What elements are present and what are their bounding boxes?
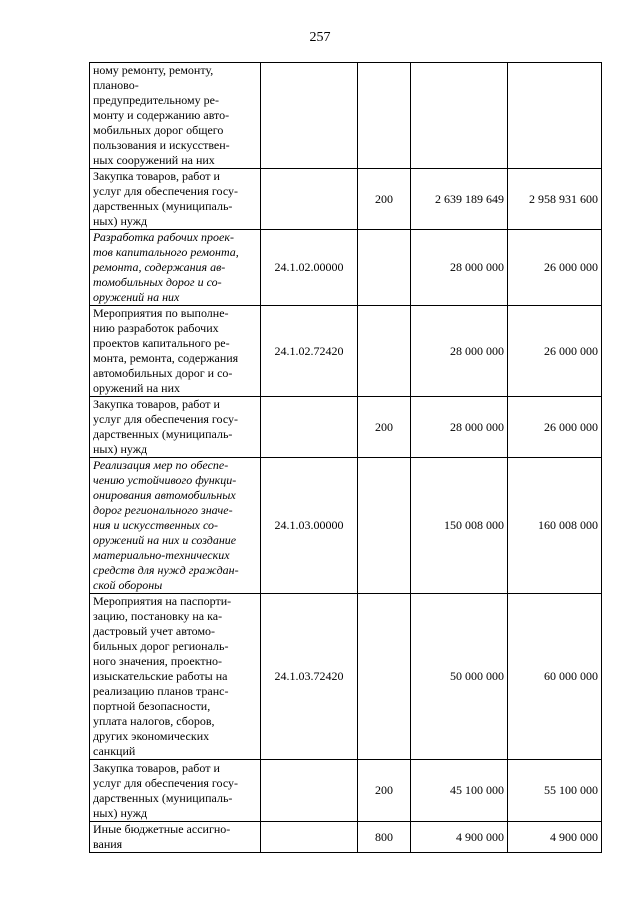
item-name: Мероприятия по выполне- нию разработок рабочих проектов капитального ре- монта, ремонта, содержания автомобильных дорог и со- оружений на них	[90, 306, 261, 397]
expense-type: 200	[358, 397, 411, 458]
expense-type: 800	[358, 822, 411, 853]
amount-year-2: 26 000 000	[508, 397, 602, 458]
amount-year-1: 4 900 000	[411, 822, 508, 853]
target-code	[261, 169, 358, 230]
table-row	[90, 63, 602, 169]
table-row	[90, 458, 602, 594]
budget-table	[89, 62, 602, 853]
amount-year-1: 2 639 189 649	[411, 169, 508, 230]
amount-year-2: 26 000 000	[508, 306, 602, 397]
amount-year-1: 150 008 000	[411, 458, 508, 594]
amount-year-2	[508, 63, 602, 169]
target-code	[261, 822, 358, 853]
amount-year-1: 28 000 000	[411, 230, 508, 306]
table-row	[90, 169, 602, 230]
expense-type	[358, 63, 411, 169]
amount-year-2: 60 000 000	[508, 594, 602, 760]
amount-year-2: 4 900 000	[508, 822, 602, 853]
amount-year-2: 26 000 000	[508, 230, 602, 306]
target-code	[261, 760, 358, 822]
item-name: Мероприятия на паспорти- зацию, постановку на ка- дастровый учет автомо- бильных дорог региональ- ного значения, проектно- изыскательские работы на реализацию планов транс- портной безопасности, уплата налогов, сборов, других экономических санкций	[90, 594, 261, 760]
amount-year-1: 45 100 000	[411, 760, 508, 822]
amount-year-1: 28 000 000	[411, 397, 508, 458]
target-code	[261, 397, 358, 458]
amount-year-2: 2 958 931 600	[508, 169, 602, 230]
table-row	[90, 594, 602, 760]
expense-type	[358, 306, 411, 397]
item-name: Закупка товаров, работ и услуг для обеспечения госу- дарственных (муниципаль- ных) нужд	[90, 169, 261, 230]
budget-table-body	[90, 63, 602, 853]
target-code: 24.1.03.72420	[261, 594, 358, 760]
item-name: Реализация мер по обеспе- чению устойчивого функци- онирования автомобильных дорог регионального значе- ния и искусственных со- оружений на них и создание материально-технических средств для нужд граждан- ской обороны	[90, 458, 261, 594]
amount-year-1	[411, 63, 508, 169]
expense-type: 200	[358, 169, 411, 230]
expense-type	[358, 458, 411, 594]
item-name: ному ремонту, ремонту, планово- предупредительному ре- монту и содержанию авто- мобильных дорог общего пользования и искусствен- ных сооружений на них	[90, 63, 261, 169]
amount-year-2: 160 008 000	[508, 458, 602, 594]
table-row	[90, 822, 602, 853]
target-code: 24.1.03.00000	[261, 458, 358, 594]
table-row	[90, 397, 602, 458]
expense-type: 200	[358, 760, 411, 822]
target-code	[261, 63, 358, 169]
item-name: Иные бюджетные ассигно- вания	[90, 822, 261, 853]
table-row	[90, 760, 602, 822]
item-name: Закупка товаров, работ и услуг для обеспечения госу- дарственных (муниципаль- ных) нужд	[90, 760, 261, 822]
amount-year-1: 28 000 000	[411, 306, 508, 397]
amount-year-2: 55 100 000	[508, 760, 602, 822]
table-row	[90, 306, 602, 397]
item-name: Разработка рабочих проек- тов капитального ремонта, ремонта, содержания ав- томобильных дорог и со- оружений на них	[90, 230, 261, 306]
target-code: 24.1.02.00000	[261, 230, 358, 306]
item-name: Закупка товаров, работ и услуг для обеспечения госу- дарственных (муниципаль- ных) нужд	[90, 397, 261, 458]
page-number: 257	[309, 30, 331, 45]
target-code: 24.1.02.72420	[261, 306, 358, 397]
amount-year-1: 50 000 000	[411, 594, 508, 760]
expense-type	[358, 230, 411, 306]
table-row	[90, 230, 602, 306]
expense-type	[358, 594, 411, 760]
